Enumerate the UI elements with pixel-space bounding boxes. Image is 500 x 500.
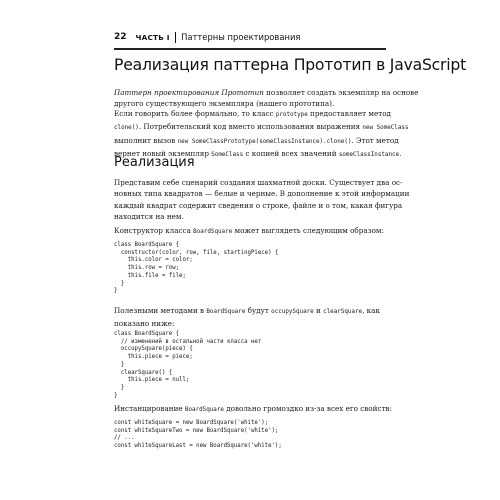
text-line bbox=[114, 87, 419, 98]
text-line: каждый квадрат содержит сведения о строке, файле и о том, какая фигура bbox=[114, 200, 403, 210]
section-title: Паттерны проектирования bbox=[181, 32, 301, 42]
text-line bbox=[114, 305, 386, 318]
text-line bbox=[114, 403, 392, 416]
part-label: ЧАСТЬ I bbox=[135, 32, 170, 42]
intro-paragraph-2 bbox=[114, 108, 409, 161]
page-number: 22 bbox=[114, 32, 127, 42]
text-line: показано ниже: bbox=[114, 319, 175, 329]
header-rule bbox=[114, 48, 386, 50]
text-fragment: . Потребительский код вместо использования выражения bbox=[138, 122, 363, 132]
paragraph-scenario bbox=[114, 177, 410, 222]
text-fragment: и bbox=[313, 306, 324, 315]
text-fragment: Инстанцирование bbox=[114, 404, 185, 413]
text-line: новных типа квадратов — белые и черные. В дополнение к этой информации bbox=[114, 189, 410, 199]
inline-code: new SomeClassPrototype(someClassInstance).clone() bbox=[177, 138, 352, 145]
inline-code: occupySquare bbox=[271, 309, 314, 315]
text-line bbox=[114, 225, 386, 238]
inline-code: BoardSquare bbox=[184, 407, 224, 413]
text-fragment: может выглядеть следующим образом: bbox=[232, 226, 384, 235]
paragraph-methods bbox=[114, 305, 386, 330]
pattern-name: Паттерн проектирования Прототип bbox=[114, 88, 264, 97]
text-line: другого существующего экземпляра (нашего прототипа). bbox=[114, 99, 335, 109]
text-line: находится на нем. bbox=[114, 211, 184, 221]
text-fragment: будут bbox=[245, 306, 272, 315]
intro-paragraph-1 bbox=[114, 87, 419, 110]
running-header bbox=[114, 29, 386, 45]
text-fragment: позволяет создать экземпляр на основе bbox=[263, 88, 419, 97]
text-fragment: . bbox=[399, 148, 402, 158]
text-fragment: Конструктор класса bbox=[114, 226, 194, 235]
text-line bbox=[114, 108, 391, 121]
code-block-methods: class BoardSquare { // изменений в остальной части класса нет occupySquare(piece) { this.piece = piece; } clearSquare() { this.piece = null; } } bbox=[114, 331, 262, 399]
inline-code: clearSquare bbox=[323, 309, 363, 315]
text-line bbox=[114, 135, 399, 148]
page-title: Реализация паттерна Прототип в JavaScript bbox=[114, 56, 466, 74]
inline-code: prototype bbox=[275, 112, 308, 118]
text-line bbox=[114, 121, 409, 134]
text-fragment: довольно громоздко из-за всех его свойств: bbox=[223, 404, 392, 413]
inline-code: SomeClass bbox=[211, 151, 244, 158]
text-fragment: , как bbox=[362, 306, 380, 315]
inline-code: new SomeClass bbox=[362, 125, 409, 132]
text-fragment: предоставляет метод bbox=[307, 109, 391, 118]
text-fragment: с копией всех значений bbox=[243, 148, 339, 158]
text-fragment: Если говорить более формально, то класс bbox=[114, 109, 276, 118]
inline-code: BoardSquare bbox=[206, 309, 246, 315]
text-fragment: выполнит вызов bbox=[114, 135, 178, 145]
text-line: Представим себе сценарий создания шахматной доски. Существует два ос- bbox=[114, 178, 403, 187]
paragraph-constructor bbox=[114, 225, 386, 238]
code-block-instances: const whiteSquare = new BoardSquare('white'); const whiteSquareTwo = new BoardSquare('white'); // ... const whiteSquareLast = new BoardSquare('white'); bbox=[114, 420, 282, 450]
code-block-constructor: class BoardSquare { constructor(color, row, file, startingPiece) { this.color = color; this.row = row; this.file = file; } } bbox=[114, 242, 279, 295]
section-heading: Реализация bbox=[114, 155, 195, 170]
inline-code: BoardSquare bbox=[193, 229, 233, 235]
paragraph-instantiation bbox=[114, 403, 392, 416]
text-fragment: Полезными методами в bbox=[114, 306, 207, 315]
text-fragment: . Этот метод bbox=[351, 135, 399, 145]
text-fragment: вернет новый экземпляр bbox=[114, 148, 212, 158]
inline-code: someClassInstance bbox=[338, 151, 400, 158]
header-divider bbox=[175, 32, 177, 43]
inline-code: clone() bbox=[114, 125, 139, 132]
